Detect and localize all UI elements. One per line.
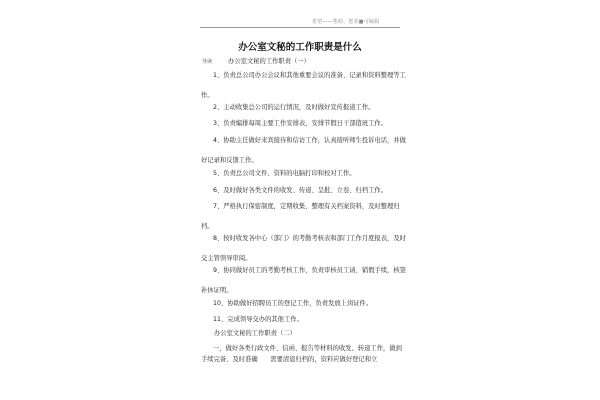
paragraph-7: 7、严格执行保密制度，定期收集、整理有关档案资料，及时整理归档。 (201, 203, 400, 230)
section1-label: 导读 (202, 59, 213, 65)
paragraph-4: 4、协助主任做好来宾接待和信访工作，认真接听师生投诉电话，并做好记录和反馈工作。 (201, 137, 406, 164)
paragraph-1: 1、负责总公司办公会议和其他重要会议的准备、记录和资料整理等工作。 (201, 72, 406, 99)
paragraph-6: 6、及时做好各类文件的收发、传递、呈批、立卷、归档工作。 (213, 187, 388, 194)
header-note: 希望——帮助，您获■可编辑 (312, 19, 380, 25)
paragraph-9: 9、协同做好员工的考勤考核工作，负责审核员工请、销假手续，核签补休证明。 (201, 267, 406, 294)
header-divider (200, 27, 400, 28)
section1-heading-row (202, 56, 310, 65)
paragraph-3: 3、负责编排每周主要工作安排表，安排节假日干部值班工作。 (213, 120, 388, 127)
section2-heading: 办公室文秘的工作职责（二） (214, 330, 296, 337)
document-title: 办公室文秘的工作职责是什么 (238, 42, 362, 53)
paragraph-2: 2、主动收集总公司的运行情况，及时做好宣传报道工作。 (213, 104, 375, 111)
paragraph-8: 8、按时收发各中心（部门）的考勤考核表和部门工作月度报表，及时交主管领导审阅。 (201, 235, 406, 262)
paragraph-5: 5、负责总公司文件、资料的电脑打印和校对工作。 (213, 170, 356, 177)
paragraph-10: 10、协助做好招聘员工的登记工作，负责发放上岗证件。 (213, 300, 373, 307)
paragraph-11: 11、完成领导交办的其他工作。 (213, 316, 303, 323)
section2-paragraph: 一，做好各类行政文件、信函、报告等材料的收发、转递工作，做到手续完备、及时准确 需要清退归档的，资料应做好登记和立 (201, 345, 402, 363)
section1-heading: 办公室文秘的工作职责（一） (228, 58, 310, 65)
